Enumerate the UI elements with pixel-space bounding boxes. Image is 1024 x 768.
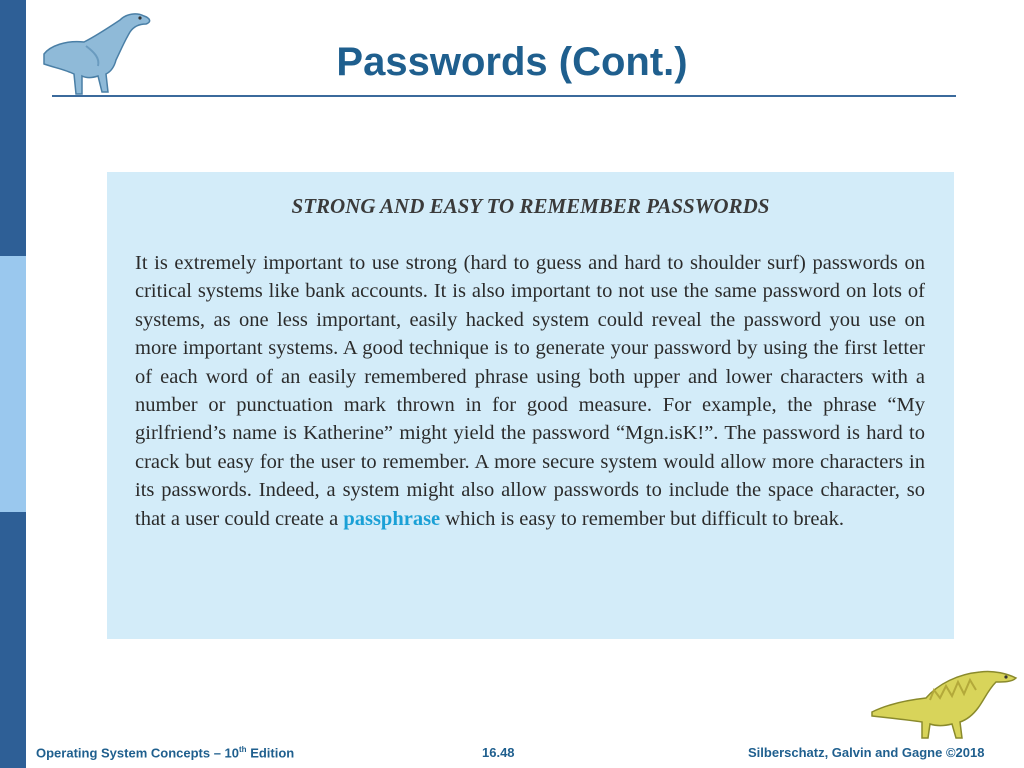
box-body	[135, 249, 925, 533]
info-box	[107, 172, 954, 639]
box-body-highlight: passphrase	[343, 507, 441, 530]
box-heading: STRONG AND EASY TO REMEMBER PASSWORDS	[291, 194, 770, 218]
footer-authors: Silberschatz, Galvin and Gagne ©2018	[748, 745, 985, 760]
footer-book-title-main: Operating System Concepts – 10	[36, 745, 240, 761]
side-bar-segment-middle	[0, 256, 26, 512]
box-body-text-after: which is easy to remember but difficult to break.	[440, 507, 844, 530]
footer-book-title	[36, 745, 294, 760]
page-title: Passwords (Cont.)	[336, 40, 688, 84]
title-rule	[52, 95, 956, 97]
side-bar	[0, 0, 26, 768]
box-body-text-before: It is extremely important to use strong (hard to guess and hard to shoulder surf) passwords on critical systems like bank accounts. It is also important to not use the same password on lots of systems, as one less important, easily hacked system could reveal the password you use on more important systems. A good technique is to generate your password by using the first letter of each word of an easily remembered phrase using both upper and lower characters with a number or punctuation mark thrown in for good measure. For example, the phrase “My girlfriend’s name is Katherine” might yield the password “Mgn.isK!”. The password is hard to crack but easy for the user to remember. A more secure system would allow more characters in its passwords. Indeed, a system might also allow passwords to include the space character, so that a user could create a	[135, 252, 925, 530]
footer-page-number: 16.48	[482, 745, 515, 760]
footer-book-title-sup: th	[239, 745, 247, 754]
side-bar-segment-bottom	[0, 512, 26, 768]
dinosaur-bottom-icon	[868, 660, 1020, 740]
footer-book-title-end: Edition	[246, 745, 295, 761]
side-bar-segment-top	[0, 0, 26, 256]
